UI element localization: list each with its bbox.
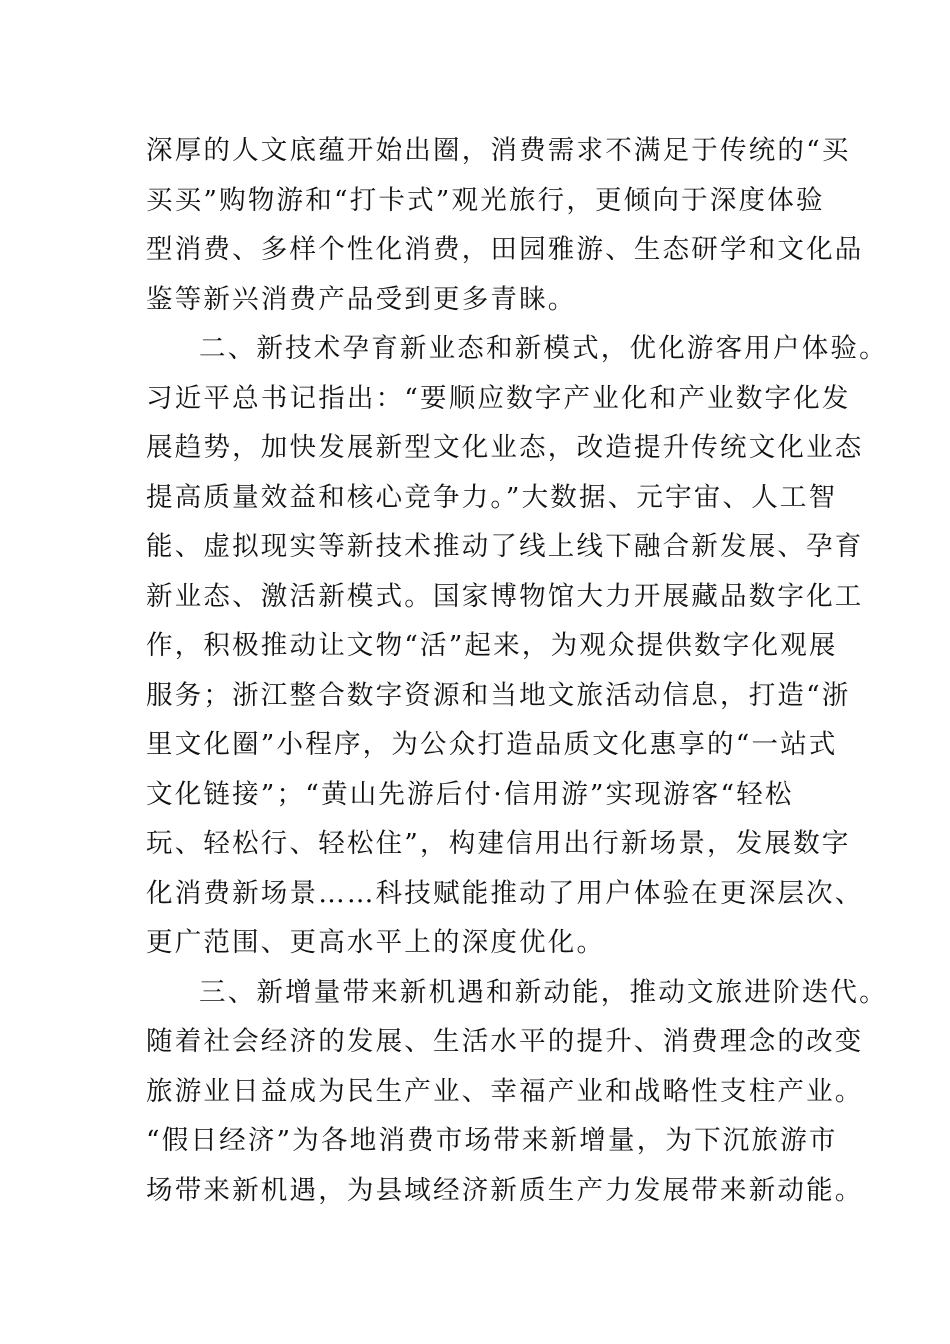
paragraph-line: 玩、轻松行、轻松住”，构建信用出行新场景，发展数字 <box>146 828 851 859</box>
paragraph-line: 场带来新机遇，为县域经济新质生产力发展带来新动能。 <box>146 1174 864 1206</box>
section-heading-2: 二、新技术孕育新业态和新模式，优化游客用户体验。 <box>199 333 888 364</box>
body-text <box>146 126 888 1215</box>
paragraph-line: 能、虚拟现实等新技术推动了线上线下融合新发展、孕育 <box>146 531 864 562</box>
paragraph-line: 文化链接”；“黄山先游后付·信用游”实现游客“轻松 <box>146 778 794 810</box>
paragraph-line: 化消费新场景……科技赋能推动了用户体验在更深层次、 <box>146 877 864 909</box>
section-heading-3: 三、新增量带来新机遇和新动能，推动文旅进阶迭代。 <box>199 976 888 1008</box>
paragraph-line: 更广范围、更高水平上的深度优化。 <box>146 927 606 958</box>
paragraph-line: 旅游业日益成为民生产业、幸福产业和战略性支柱产业。 <box>146 1075 864 1107</box>
paragraph-line: 服务；浙江整合数字资源和当地文旅活动信息，打造“浙 <box>146 679 851 711</box>
paragraph-line: 作，积极推动让文物“活”起来，为观众提供数字化观展 <box>146 630 838 661</box>
paragraph-line: 深厚的人文底蕴开始出圈，消费需求不满足于传统的“买 <box>146 135 851 166</box>
paragraph-line: 买买”购物游和“打卡式”观光旅行，更倾向于深度体验 <box>146 184 825 216</box>
paragraph-line: 习近平总书记指出：“要顺应数字产业化和产业数字化发 <box>146 382 851 414</box>
paragraph-line: 新业态、激活新模式。国家博物馆大力开展藏品数字化工 <box>146 580 864 612</box>
paragraph-line: 提高质量效益和核心竞争力。”大数据、元宇宙、人工智 <box>146 481 838 513</box>
paragraph-line: 型消费、多样个性化消费，田园雅游、生态研学和文化品 <box>146 234 864 265</box>
paragraph-line: 展趋势，加快发展新型文化业态，改造提升传统文化业态 <box>146 432 864 463</box>
paragraph-line: 鉴等新兴消费产品受到更多青睐。 <box>146 283 577 315</box>
paragraph-line: 里文化圈”小程序，为公众打造品质文化惠享的“一站式 <box>146 729 838 760</box>
paragraph-line: “假日经济”为各地消费市场带来新增量，为下沉旅游市 <box>146 1125 838 1156</box>
paragraph-line: 随着社会经济的发展、生活水平的提升、消费理念的改变 <box>146 1026 864 1057</box>
